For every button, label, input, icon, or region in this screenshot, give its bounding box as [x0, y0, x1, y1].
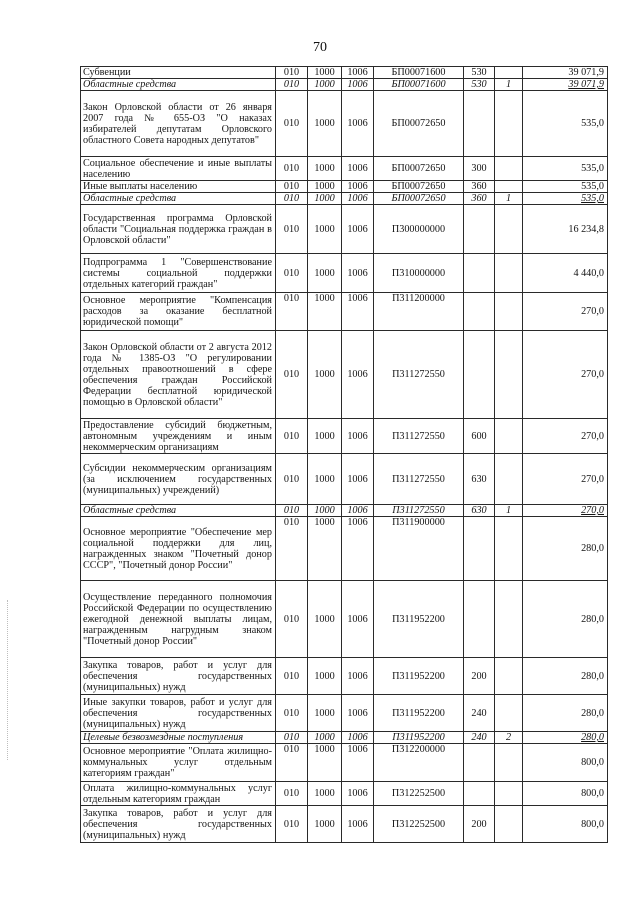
source-code: [495, 254, 523, 293]
ministry-code: 010: [276, 67, 308, 79]
target-article-code: П311272550: [374, 454, 464, 505]
section-code: 1000: [308, 695, 342, 732]
section-code: 1000: [308, 67, 342, 79]
section-code: 1000: [308, 419, 342, 454]
target-article-code: П311952200: [374, 581, 464, 658]
row-name: Подпрограмма 1 "Совершенствование системы социальной поддержки отдельных категорий граждан": [81, 254, 276, 293]
subsection-code: 1006: [342, 293, 374, 331]
source-code: [495, 205, 523, 254]
ministry-code: 010: [276, 331, 308, 419]
table-row: [81, 419, 608, 454]
target-article-code: П311272550: [374, 331, 464, 419]
row-name: Осуществление переданного полномочия Российской Федерации по осуществлению ежегодной денежной выплаты лицам, награжденным нагрудным знаком "Почетный донор России": [81, 581, 276, 658]
source-code: [495, 581, 523, 658]
amount: 270,0: [523, 505, 608, 517]
amount: 270,0: [523, 293, 608, 331]
subsection-code: 1006: [342, 581, 374, 658]
target-article-code: БП00072650: [374, 193, 464, 205]
ministry-code: 010: [276, 806, 308, 843]
target-article-code: П310000000: [374, 254, 464, 293]
target-article-code: П311952200: [374, 695, 464, 732]
amount: 280,0: [523, 658, 608, 695]
ministry-code: 010: [276, 782, 308, 806]
expense-type-code: [464, 293, 495, 331]
row-name: Закон Орловской области от 26 января 2007 года № 655-ОЗ "О наказах избирателей депутатам Орловского областного Совета народных депутатов": [81, 91, 276, 157]
target-article-code: П311952200: [374, 732, 464, 744]
amount: 535,0: [523, 181, 608, 193]
subsection-code: 1006: [342, 193, 374, 205]
table-row: [81, 806, 608, 843]
section-code: 1000: [308, 331, 342, 419]
target-article-code: П312252500: [374, 806, 464, 843]
source-code: 2: [495, 732, 523, 744]
source-code: [495, 695, 523, 732]
target-article-code: П311200000: [374, 293, 464, 331]
expense-type-code: 360: [464, 193, 495, 205]
expense-type-code: [464, 517, 495, 581]
row-name: Социальное обеспечение и иные выплаты населению: [81, 157, 276, 181]
section-code: 1000: [308, 806, 342, 843]
table-row: [81, 454, 608, 505]
source-code: [495, 517, 523, 581]
subsection-code: 1006: [342, 732, 374, 744]
source-code: [495, 454, 523, 505]
row-name: Закон Орловской области от 2 августа 2012 года № 1385-ОЗ "О регулировании отдельных правоотношений в сфере обеспечения граждан Российской Федерации бесплатной юридической помощью в Орловской области": [81, 331, 276, 419]
source-code: 1: [495, 79, 523, 91]
subsection-code: 1006: [342, 157, 374, 181]
subsection-code: 1006: [342, 91, 374, 157]
row-name: Основное мероприятие "Компенсация расходов за оказание бесплатной юридической помощи": [81, 293, 276, 331]
amount: 800,0: [523, 782, 608, 806]
source-code: [495, 181, 523, 193]
target-article-code: БП00071600: [374, 67, 464, 79]
table-row: [81, 205, 608, 254]
amount: 535,0: [523, 91, 608, 157]
row-name: Закупка товаров, работ и услуг для обеспечения государственных (муниципальных) нужд: [81, 806, 276, 843]
row-name: Иные выплаты населению: [81, 181, 276, 193]
expense-type-code: 300: [464, 157, 495, 181]
section-code: 1000: [308, 581, 342, 658]
source-code: [495, 91, 523, 157]
section-code: 1000: [308, 658, 342, 695]
table-row: [81, 695, 608, 732]
source-code: [495, 157, 523, 181]
ministry-code: 010: [276, 517, 308, 581]
row-name: Закупка товаров, работ и услуг для обеспечения государственных (муниципальных) нужд: [81, 658, 276, 695]
section-code: 1000: [308, 157, 342, 181]
table-row: [81, 782, 608, 806]
amount: 800,0: [523, 744, 608, 782]
expense-type-code: [464, 581, 495, 658]
table-row: [81, 505, 608, 517]
target-article-code: БП00072650: [374, 91, 464, 157]
row-name: Оплата жилищно-коммунальных услуг отдельным категориям граждан: [81, 782, 276, 806]
table-row: [81, 581, 608, 658]
expense-type-code: [464, 744, 495, 782]
amount: 4 440,0: [523, 254, 608, 293]
expense-type-code: 240: [464, 695, 495, 732]
table-row: [81, 193, 608, 205]
amount: 535,0: [523, 193, 608, 205]
section-code: 1000: [308, 744, 342, 782]
expense-type-code: 530: [464, 79, 495, 91]
source-code: [495, 806, 523, 843]
table-row: [81, 79, 608, 91]
expense-type-code: [464, 205, 495, 254]
source-code: [495, 293, 523, 331]
row-name: Областные средства: [81, 193, 276, 205]
expense-type-code: [464, 254, 495, 293]
table-row: [81, 517, 608, 581]
subsection-code: 1006: [342, 331, 374, 419]
ministry-code: 010: [276, 193, 308, 205]
section-code: 1000: [308, 454, 342, 505]
amount: 270,0: [523, 331, 608, 419]
table-row: [81, 181, 608, 193]
amount: 16 234,8: [523, 205, 608, 254]
subsection-code: 1006: [342, 517, 374, 581]
section-code: 1000: [308, 181, 342, 193]
table-row: [81, 157, 608, 181]
ministry-code: 010: [276, 293, 308, 331]
amount: 270,0: [523, 419, 608, 454]
ministry-code: 010: [276, 181, 308, 193]
margin-scan-marks: [7, 600, 10, 760]
subsection-code: 1006: [342, 454, 374, 505]
subsection-code: 1006: [342, 806, 374, 843]
ministry-code: 010: [276, 157, 308, 181]
source-code: 1: [495, 505, 523, 517]
target-article-code: БП00072650: [374, 157, 464, 181]
ministry-code: 010: [276, 254, 308, 293]
target-article-code: БП00072650: [374, 181, 464, 193]
source-code: 1: [495, 193, 523, 205]
subsection-code: 1006: [342, 181, 374, 193]
section-code: 1000: [308, 732, 342, 744]
source-code: [495, 744, 523, 782]
expense-type-code: [464, 331, 495, 419]
target-article-code: П311272550: [374, 505, 464, 517]
target-article-code: П311900000: [374, 517, 464, 581]
target-article-code: П311272550: [374, 419, 464, 454]
table-row: [81, 744, 608, 782]
expense-type-code: 600: [464, 419, 495, 454]
expense-type-code: 200: [464, 658, 495, 695]
ministry-code: 010: [276, 581, 308, 658]
row-name: Субвенции: [81, 67, 276, 79]
amount: 270,0: [523, 454, 608, 505]
ministry-code: 010: [276, 454, 308, 505]
section-code: 1000: [308, 91, 342, 157]
table-row: [81, 658, 608, 695]
ministry-code: 010: [276, 205, 308, 254]
ministry-code: 010: [276, 744, 308, 782]
page-number: 70: [313, 40, 327, 55]
section-code: 1000: [308, 505, 342, 517]
expense-type-code: 630: [464, 454, 495, 505]
ministry-code: 010: [276, 79, 308, 91]
row-name: Областные средства: [81, 79, 276, 91]
subsection-code: 1006: [342, 505, 374, 517]
subsection-code: 1006: [342, 744, 374, 782]
budget-table: [80, 66, 608, 843]
row-name: Основное мероприятие "Оплата жилищно-коммунальных услуг отдельным категориям граждан": [81, 744, 276, 782]
amount: 280,0: [523, 695, 608, 732]
table-row: [81, 293, 608, 331]
target-article-code: П311952200: [374, 658, 464, 695]
subsection-code: 1006: [342, 205, 374, 254]
subsection-code: 1006: [342, 658, 374, 695]
section-code: 1000: [308, 79, 342, 91]
source-code: [495, 782, 523, 806]
section-code: 1000: [308, 517, 342, 581]
section-code: 1000: [308, 293, 342, 331]
amount: 39 071,9: [523, 79, 608, 91]
source-code: [495, 67, 523, 79]
table-row: [81, 91, 608, 157]
row-name: Целевые безвозмездные поступления: [81, 732, 276, 744]
amount: 39 071,9: [523, 67, 608, 79]
table-body: [81, 67, 608, 843]
ministry-code: 010: [276, 505, 308, 517]
expense-type-code: 360: [464, 181, 495, 193]
section-code: 1000: [308, 782, 342, 806]
table-row: [81, 254, 608, 293]
amount: 800,0: [523, 806, 608, 843]
expense-type-code: 530: [464, 67, 495, 79]
row-name: Иные закупки товаров, работ и услуг для обеспечения государственных (муниципальных) нужд: [81, 695, 276, 732]
row-name: Основное мероприятие "Обеспечение мер социальной поддержки для лиц, награжденных знаком "Почетный донор СССР", "Почетный донор России": [81, 517, 276, 581]
target-article-code: П312252500: [374, 782, 464, 806]
table-row: [81, 67, 608, 79]
target-article-code: БП00071600: [374, 79, 464, 91]
row-name: Субсидии некоммерческим организациям (за исключением государственных (муниципальных) учреждений): [81, 454, 276, 505]
expense-type-code: 200: [464, 806, 495, 843]
subsection-code: 1006: [342, 782, 374, 806]
section-code: 1000: [308, 254, 342, 293]
ministry-code: 010: [276, 419, 308, 454]
subsection-code: 1006: [342, 79, 374, 91]
amount: 280,0: [523, 732, 608, 744]
subsection-code: 1006: [342, 419, 374, 454]
source-code: [495, 658, 523, 695]
ministry-code: 010: [276, 658, 308, 695]
target-article-code: П300000000: [374, 205, 464, 254]
subsection-code: 1006: [342, 67, 374, 79]
expense-type-code: 630: [464, 505, 495, 517]
row-name: Областные средства: [81, 505, 276, 517]
expense-type-code: [464, 782, 495, 806]
subsection-code: 1006: [342, 254, 374, 293]
expense-type-code: 240: [464, 732, 495, 744]
source-code: [495, 419, 523, 454]
ministry-code: 010: [276, 732, 308, 744]
row-name: Государственная программа Орловской области "Социальная поддержка граждан в Орловской области": [81, 205, 276, 254]
amount: 535,0: [523, 157, 608, 181]
target-article-code: П312200000: [374, 744, 464, 782]
amount: 280,0: [523, 581, 608, 658]
ministry-code: 010: [276, 91, 308, 157]
subsection-code: 1006: [342, 695, 374, 732]
table-row: [81, 331, 608, 419]
row-name: Предоставление субсидий бюджетным, автономным учреждениям и иным некоммерческим организациям: [81, 419, 276, 454]
section-code: 1000: [308, 193, 342, 205]
ministry-code: 010: [276, 695, 308, 732]
section-code: 1000: [308, 205, 342, 254]
amount: 280,0: [523, 517, 608, 581]
table-row: [81, 732, 608, 744]
source-code: [495, 331, 523, 419]
expense-type-code: [464, 91, 495, 157]
